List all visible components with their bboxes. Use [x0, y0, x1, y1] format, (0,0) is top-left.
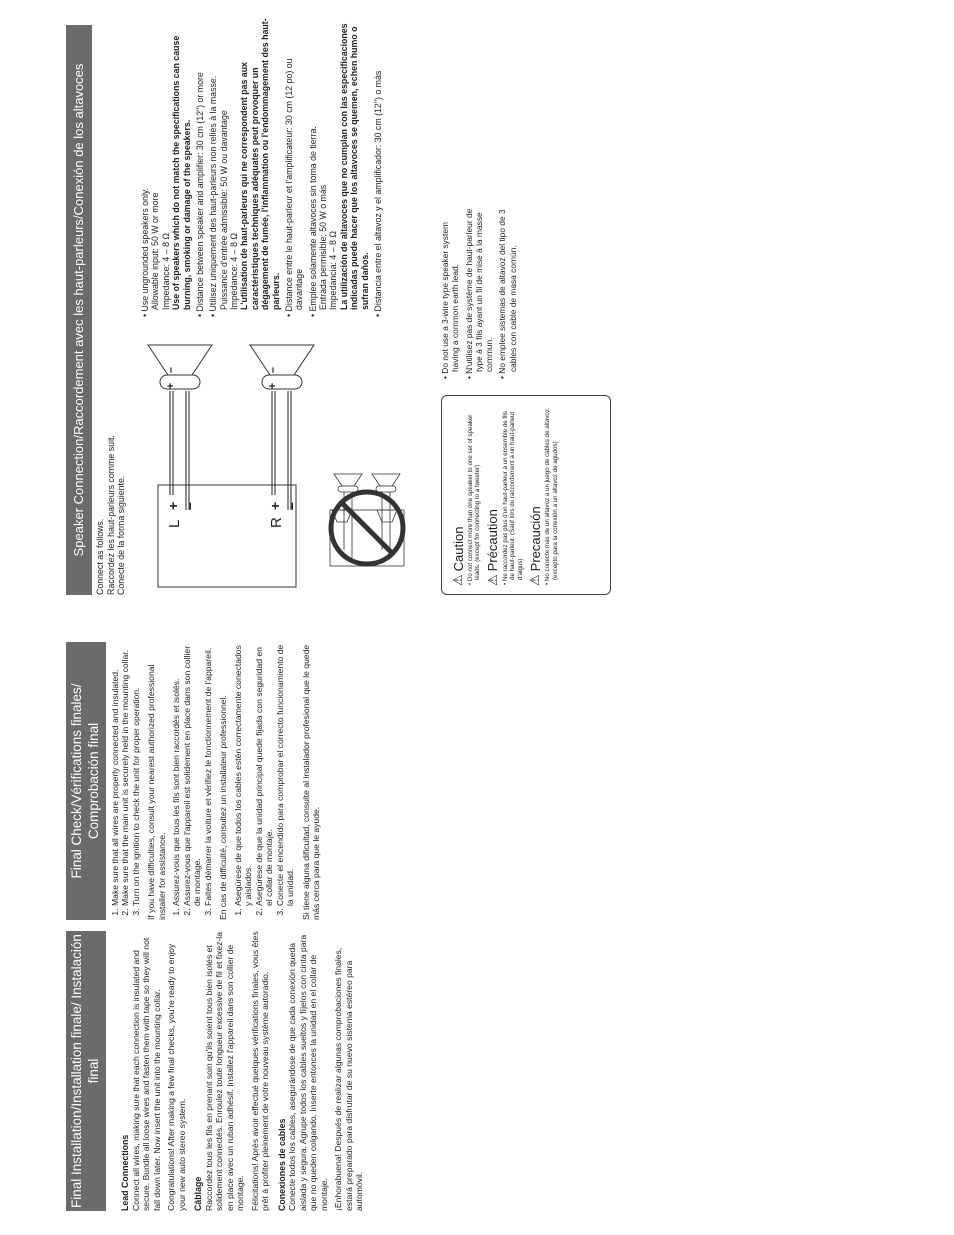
list-item: 2. Asegúrese de que la unidad principal quede fijada con seguridad en el collar de montaje. [254, 642, 275, 906]
channel-right-plus: + [267, 501, 283, 510]
caution-en-title: ⚠ Caution [450, 526, 466, 586]
lead-connections-text: Connect all wires, making sure that each connection is insulated and secure. Bundle all loose wires and fasten them with tape so they will not fall down later. Now insert the unit into the mounting collar. [130, 937, 162, 1211]
conexiones-congrats: ¡Enhorabuena! Después de realizar algunas comprobaciones finales, estará preparado para disfrutar de su nuevo sistema estéreo para automóvil. [333, 947, 365, 1211]
wire-es: • No emplee sistemas de altavoz del tipo de 3 cables con cable de masa común. [497, 209, 518, 379]
list-item: 1. Asegúrese de que todos los cables estén correctamente conectados y aislados. [233, 642, 254, 906]
left-speaker-minus: – [165, 366, 177, 374]
spec-fr: • Utilisez uniquement des haut-parleurs non reliés à la masse. Puissance d'entrée admissible: 50 W ou davantage Impédance: 4 – 8 Ω L'utilisation de haut-parleurs qui ne correspondent pas aux caractéristiques techniques adéquates peut provoquer un dégagement de fumée, l'inflammation ou l'endommagement des haut-parleurs. [208, 18, 281, 317]
lead-connections-heading: Lead Connections [120, 1134, 130, 1211]
intro-fr: Raccordez les haut-parleurs comme suit. [105, 435, 116, 595]
speaker-icon [377, 510, 397, 522]
final-check-en-list [110, 642, 141, 920]
speaker-connection-header: Speaker Connection/Raccordement avec les haut-parleurs/Conexión de los altavoces [66, 25, 92, 595]
right-speaker-minus: – [267, 366, 279, 374]
channel-right-label: R [268, 517, 285, 528]
final-check-es-help: Si tiene alguna dificultad, consulte al instalador profesional que le quede más cerca para que le ayude. [300, 644, 322, 920]
intro-es: Conecte de la forma siguiente. [116, 475, 127, 595]
warning-triangle-icon: ⚠ [450, 574, 465, 586]
caution-es-text: • No conecte más de un altavoz a un juego de cables de altavoz. (excepto para la conexión a un altavoz de agudos) [544, 407, 559, 585]
cablage-congrats: Félicitations! Après avoir effectué quelques vérifications finales, vous êtes prêt à profiter pleinement de votre nouveau système autoradio. [249, 931, 271, 1211]
channel-right-minus: – [283, 502, 299, 510]
final-check-en-help: If you have difficulties, consult your nearest authorized professional installer for assistance. [146, 664, 167, 920]
caution-fr-text: • Ne raccordez pas plus d'un haut-parleur à un ensemble de fils de haut-parleur. (Sauf lors du raccordement à un haut-parleur d'aigus) [501, 411, 524, 585]
cablage-text: Raccordez tous les fils en prenant soin qu'ils soient tous bien isolés et solidement connectés. Enroulez toute longueur excessive de fil et fixez-la en place avec un ruban adhésif. Installez l'appareil dans son collier de montage. [203, 932, 246, 1211]
list-item: 2. Make sure that the main unit is securely held in the mounting collar. [120, 642, 130, 906]
channel-left-minus: – [181, 502, 197, 510]
channel-left-plus: + [165, 501, 181, 510]
list-item: 3. Faites démarrer la voiture et vérifiez le fonctionnement de l'appareil. [203, 642, 213, 906]
caution-box [441, 395, 611, 595]
right-speaker-icon [250, 345, 314, 389]
three-wire-notice [440, 205, 550, 380]
final-check-header: Final Check/Vérifications finales/ Comprobación final [66, 642, 106, 920]
intro-en: Connect as follows. [95, 518, 105, 595]
speaker-icon [334, 474, 362, 492]
spec-es-distance: • Distancia entre el altavoz y el amplificador: 30 cm (12") o más [372, 70, 383, 317]
list-item: 3. Turn on the ignition to check the unit for proper operation. [131, 642, 141, 906]
final-installation-text [114, 931, 365, 1211]
left-speaker-icon [148, 345, 212, 389]
spec-en-distance: • Distance between speaker and amplifier: 30 cm (12") or more [194, 72, 205, 317]
prohibited-wiring-diagram [322, 470, 412, 580]
final-check-fr-list [171, 642, 213, 920]
spec-es: • Emplee solamente altavoces sin toma de tierra. Entrada permisible: 50 W o más Impedancia: 4 – 8 Ω La utilización de altavoces que no cumplan con las especificaciones indicadas puede hacer que los altavoces se quemen, echen humo o sufran daños. [307, 23, 370, 317]
speaker-intro [95, 395, 135, 595]
final-check-es-list [233, 642, 296, 920]
spec-en: • Use ungrounded speakers only. Allowable input: 50 W or more Impedance: 4 – 8 Ω Use of speakers which do not match the specifications can cause burning, smoking or damage of the speakers. [140, 35, 192, 317]
list-item: 3. Conecte el encendido para comprobar el correcto funcionamiento de la unidad. [275, 642, 296, 906]
conexiones-text: Conecte todos los cables, asegurándose de que cada conexión queda aislada y segura. Agrupe todos los cables sueltos y fíjelos con cinta para que no queden colgando. Inserte entonces la unidad en el collar de montaje. [287, 934, 329, 1211]
caution-en-text: • Do not connect more than one speaker to one set of speaker leads. (except for connecting to a tweeter) [467, 414, 482, 585]
list-item: 2. Assurez-vous que l'appareil est solidement en place dans son collier de montage. [182, 642, 203, 906]
caution-es-title: ⚠ Precaución [527, 506, 543, 586]
list-item: 1. Assurez-vous que tous les fils sont bien raccordés et isolés. [171, 642, 181, 906]
speaker-specs [140, 18, 415, 318]
cablage-heading: Câblage [193, 1176, 204, 1211]
final-installation-header: Final Installation/Installation finale/ Instalación final [66, 931, 106, 1211]
spec-fr-distance: • Distance entre le haut-parleur et l'amplificateur: 30 cm (12 po) ou davantage [283, 58, 305, 317]
right-speaker-plus: + [267, 382, 279, 390]
wire-en: • Do not use a 3-wire type speaker system having a common earth lead. [440, 221, 461, 379]
warning-triangle-icon: ⚠ [484, 574, 500, 586]
wire-fr: • N'utilisez pas de système de haut-parleur de type à 3 fils ayant un fil de mise à la masse commun. [463, 208, 494, 379]
list-item: 1. Make sure that all wires are properly connected and insulated. [110, 642, 120, 906]
conexiones-heading: Conexiones de cables [276, 1118, 287, 1211]
warning-triangle-icon: ⚠ [527, 574, 543, 586]
prohibited-icon [331, 492, 403, 564]
final-check-text [110, 642, 345, 920]
channel-left-label: L [166, 519, 183, 528]
speaker-icon [372, 474, 400, 492]
left-speaker-plus: + [165, 382, 177, 390]
lead-connections-congrats: Congratulations! After making a few final checks, you're ready to enjoy your new auto stereo system. [166, 943, 187, 1211]
caution-fr-title: ⚠ Précaution [484, 509, 501, 586]
final-check-fr-help: En cas de difficulté, consultez un installateur professionnel. [218, 695, 229, 920]
